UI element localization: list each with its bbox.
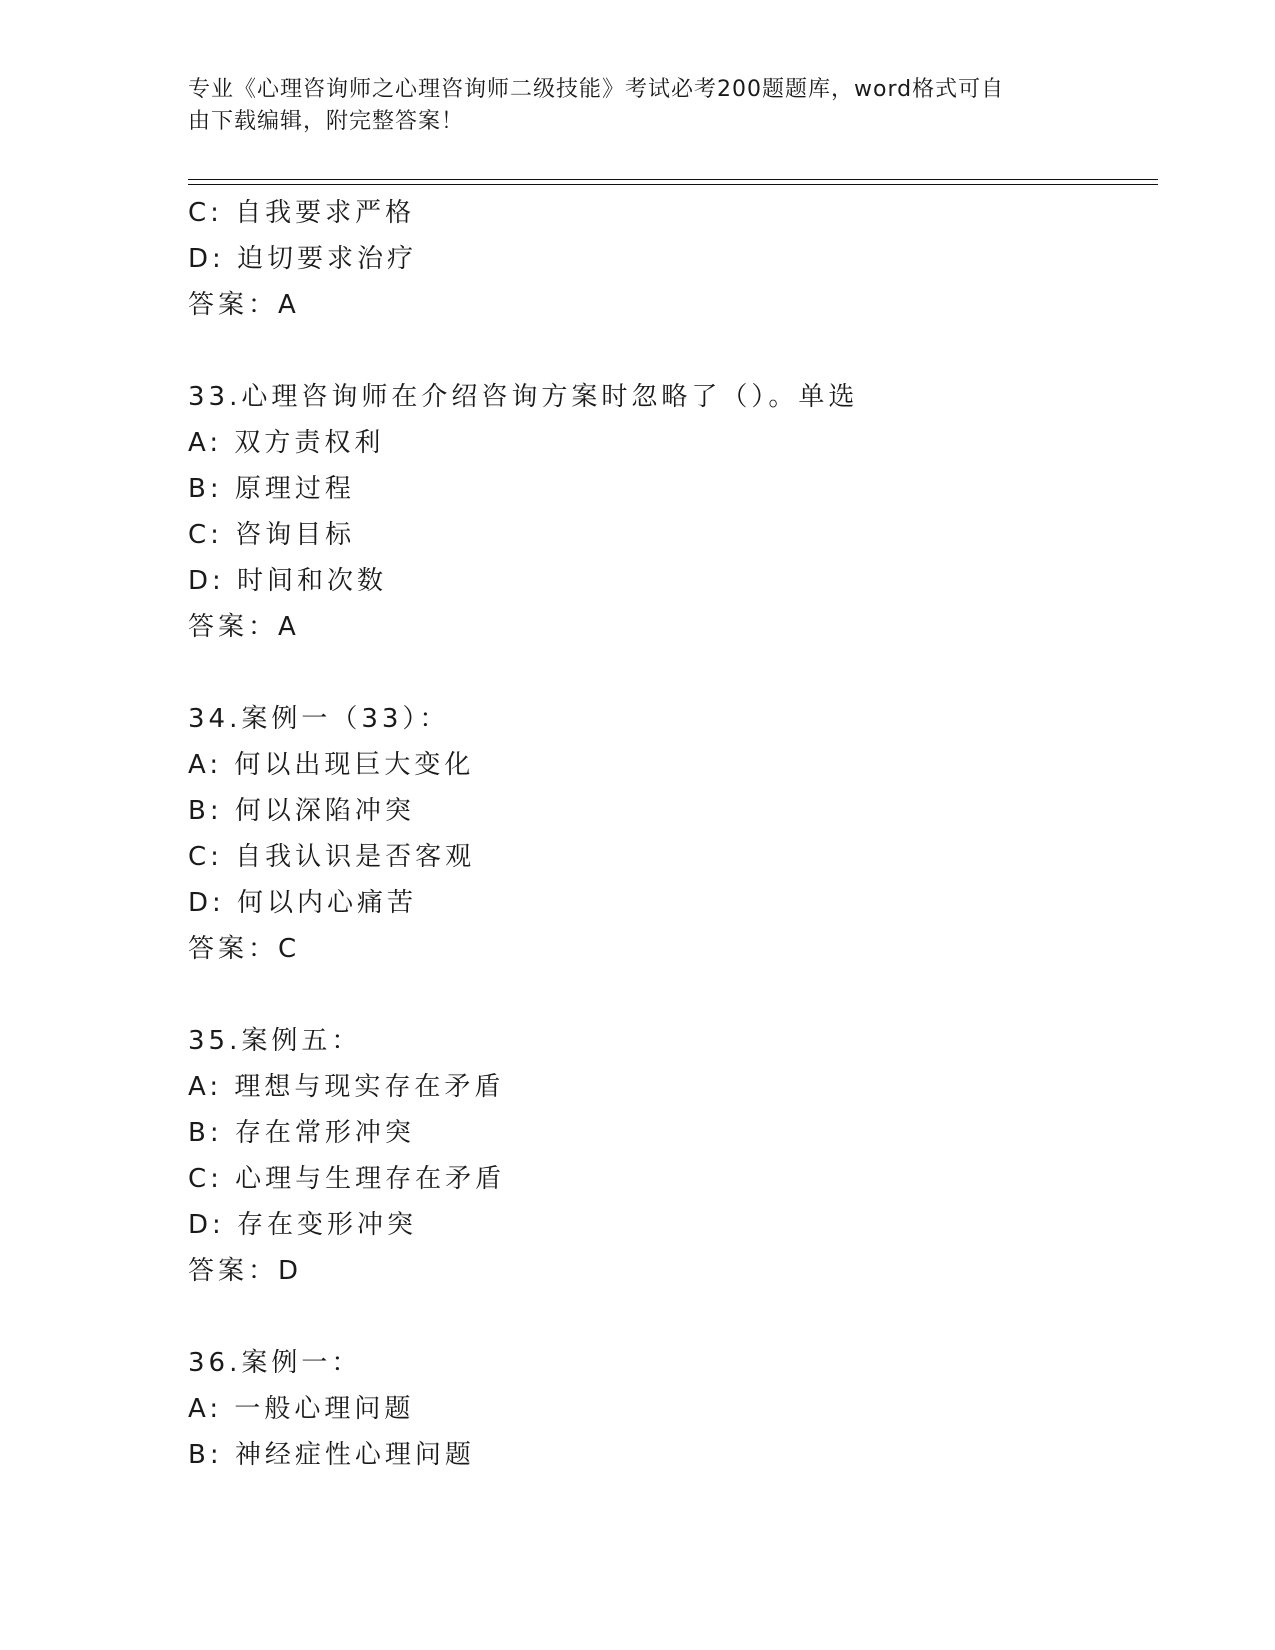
answer-line: 答案：A [188,290,300,320]
option-b: B: 神经症性心理问题 [188,1440,475,1470]
question-34 [188,696,1148,972]
spacer [188,328,1148,374]
answer-line: 答案：C [188,934,301,964]
option-d: D: 何以内心痛苦 [188,888,418,918]
document-header [188,74,1068,138]
option-a: A: 双方责权利 [188,428,385,458]
answer-line: 答案：A [188,612,300,642]
option-b: B: 何以深陷冲突 [188,796,415,826]
question-36 [188,1340,1148,1478]
question-list [188,190,1148,1478]
option-a: A: 理想与现实存在矛盾 [188,1072,505,1102]
option-c: C: 心理与生理存在矛盾 [188,1164,506,1194]
option-d: D: 存在变形冲突 [188,1210,418,1240]
option-c: C: 咨询目标 [188,520,356,550]
question-stem: 34.案例一（33）： [188,704,450,734]
question-stem: 35.案例五： [188,1026,362,1056]
option-b: B: 存在常形冲突 [188,1118,415,1148]
continued-question [188,190,1148,328]
header-divider-top [188,179,1158,180]
option-a: A: 何以出现巨大变化 [188,750,475,780]
question-stem: 33.心理咨询师在介绍咨询方案时忽略了（）。单选 [188,382,859,412]
header-divider-bottom [188,184,1158,185]
question-stem: 36.案例一： [188,1348,362,1378]
question-35 [188,1018,1148,1294]
spacer [188,650,1148,696]
option-d: D: 迫切要求治疗 [188,244,418,274]
header-line-1: 专业《心理咨询师之心理咨询师二级技能》考试必考200题题库，word格式可自 [188,77,1005,102]
question-33 [188,374,1148,650]
spacer [188,1294,1148,1340]
option-d: D: 时间和次数 [188,566,388,596]
option-c: C: 自我认识是否客观 [188,842,476,872]
spacer [188,972,1148,1018]
option-a: A: 一般心理问题 [188,1394,415,1424]
option-b: B: 原理过程 [188,474,355,504]
answer-line: 答案：D [188,1256,303,1286]
header-line-2: 由下载编辑，附完整答案！ [188,109,465,134]
option-c: C: 自我要求严格 [188,198,416,228]
